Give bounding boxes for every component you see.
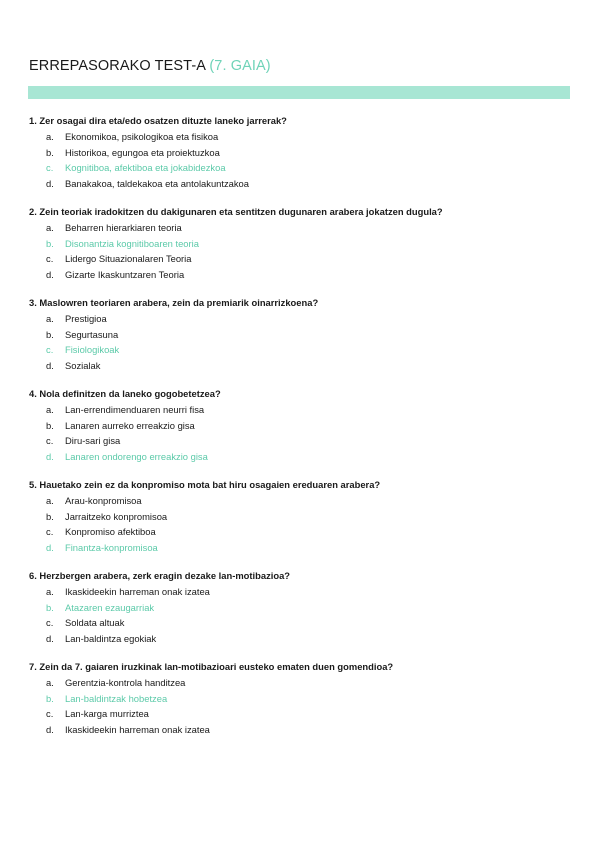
option-letter: b. bbox=[46, 419, 54, 431]
answer-option bbox=[29, 706, 574, 722]
option-text: Lanaren ondorengo erreakzio gisa bbox=[65, 450, 208, 462]
option-text: Ikaskideekin harreman onak izatea bbox=[65, 723, 210, 735]
answer-option bbox=[29, 220, 574, 236]
option-letter: d. bbox=[46, 177, 54, 189]
question-text: 3. Maslowren teoriaren arabera, zein da premiarik oinarrizkoena? bbox=[29, 297, 319, 308]
option-text: Disonantzia kognitiboaren teoria bbox=[65, 237, 199, 249]
answer-option-correct bbox=[29, 236, 574, 252]
page-title bbox=[29, 58, 271, 74]
option-letter: b. bbox=[46, 601, 54, 613]
answer-option bbox=[29, 433, 574, 449]
option-text: Lidergo Situazionalaren Teoria bbox=[65, 253, 192, 264]
option-text: Fisiologikoak bbox=[65, 344, 120, 355]
answer-option bbox=[29, 327, 574, 343]
option-letter: a. bbox=[46, 404, 54, 415]
option-text: Sozialak bbox=[65, 359, 101, 371]
answer-option bbox=[29, 129, 574, 145]
question-block bbox=[29, 114, 574, 191]
answer-options bbox=[29, 675, 574, 737]
option-letter: b. bbox=[46, 692, 54, 704]
option-text: Jarraitzeko konpromisoa bbox=[65, 510, 168, 522]
option-text: Lan-errendimenduaren neurri fisa bbox=[65, 404, 205, 415]
option-text: Ekonomikoa, psikologikoa eta fisikoa bbox=[65, 131, 219, 142]
option-letter: a. bbox=[46, 495, 54, 506]
answer-option-correct bbox=[29, 449, 574, 465]
option-text: Prestigioa bbox=[65, 313, 107, 324]
answer-option bbox=[29, 402, 574, 418]
option-letter: a. bbox=[46, 586, 54, 597]
option-text: Atazaren ezaugarriak bbox=[65, 601, 155, 613]
answer-option bbox=[29, 584, 574, 600]
option-text: Gerentzia-kontrola handitzea bbox=[65, 677, 186, 688]
option-letter: a. bbox=[46, 677, 54, 688]
answer-option bbox=[29, 631, 574, 647]
answer-option-correct bbox=[29, 691, 574, 707]
title-main: ERREPASORAKO TEST-A bbox=[29, 58, 206, 74]
answer-option bbox=[29, 615, 574, 631]
option-letter: d. bbox=[46, 268, 54, 280]
answer-option bbox=[29, 722, 574, 738]
option-letter: d. bbox=[46, 450, 54, 462]
option-letter: d. bbox=[46, 541, 54, 553]
option-text: Finantza-konpromisoa bbox=[65, 541, 158, 553]
option-letter: c. bbox=[46, 708, 54, 719]
answer-option-correct bbox=[29, 160, 574, 176]
answer-options bbox=[29, 493, 574, 555]
option-text: Banakakoa, taldekakoa eta antolakuntzakoa bbox=[65, 177, 249, 189]
answer-options bbox=[29, 402, 574, 464]
option-text: Historikoa, egungoa eta proiektuzkoa bbox=[65, 146, 220, 158]
option-text: Segurtasuna bbox=[65, 328, 119, 340]
option-text: Gizarte Ikaskuntzaren Teoria bbox=[65, 268, 185, 280]
option-letter: c. bbox=[46, 435, 54, 446]
option-text: Lan-baldintzak hobetzea bbox=[65, 692, 168, 704]
answer-option bbox=[29, 311, 574, 327]
question-block bbox=[29, 296, 574, 373]
question-text: 6. Herzbergen arabera, zerk eragin dezake lan-motibazioa? bbox=[29, 570, 291, 581]
option-letter: c. bbox=[46, 617, 54, 628]
answer-option bbox=[29, 145, 574, 161]
option-text: Beharren hierarkiaren teoria bbox=[65, 222, 182, 233]
option-letter: c. bbox=[46, 162, 54, 173]
answer-option bbox=[29, 251, 574, 267]
title-accent: (7. GAIA) bbox=[209, 58, 271, 74]
option-letter: b. bbox=[46, 237, 54, 249]
header-divider-band bbox=[28, 86, 570, 99]
option-letter: c. bbox=[46, 344, 54, 355]
answer-option bbox=[29, 176, 574, 192]
option-letter: b. bbox=[46, 328, 54, 340]
answer-option bbox=[29, 358, 574, 374]
answer-option bbox=[29, 675, 574, 691]
option-text: Lanaren aurreko erreakzio gisa bbox=[65, 419, 195, 431]
option-letter: d. bbox=[46, 723, 54, 735]
option-letter: b. bbox=[46, 146, 54, 158]
option-letter: d. bbox=[46, 359, 54, 371]
question-text: 2. Zein teoriak iradokitzen du dakigunaren eta sentitzen dugunaren arabera jokatzen dugula? bbox=[29, 206, 443, 217]
question-text: 7. Zein da 7. gaiaren iruzkinak lan-motibazioari eusteko ematen duen gomendioa? bbox=[29, 661, 394, 672]
question-block bbox=[29, 387, 574, 464]
option-letter: a. bbox=[46, 313, 54, 324]
answer-option-correct bbox=[29, 540, 574, 556]
answer-options bbox=[29, 129, 574, 191]
answer-option-correct bbox=[29, 600, 574, 616]
question-text: 1. Zer osagai dira eta/edo osatzen dituzte laneko jarrerak? bbox=[29, 115, 287, 126]
answer-options bbox=[29, 220, 574, 282]
answer-options bbox=[29, 584, 574, 646]
question-text: 5. Hauetako zein ez da konpromiso mota bat hiru osagaien ereduaren arabera? bbox=[29, 479, 381, 490]
option-letter: a. bbox=[46, 131, 54, 142]
option-letter: b. bbox=[46, 510, 54, 522]
answer-option bbox=[29, 418, 574, 434]
option-text: Lan-baldintza egokiak bbox=[65, 632, 157, 644]
answer-option bbox=[29, 524, 574, 540]
option-text: Soldata altuak bbox=[65, 617, 125, 628]
question-block bbox=[29, 660, 574, 737]
answer-option bbox=[29, 493, 574, 509]
answer-option bbox=[29, 267, 574, 283]
option-text: Ikaskideekin harreman onak izatea bbox=[65, 586, 210, 597]
question-text: 4. Nola definitzen da laneko gogobetetzea? bbox=[29, 388, 221, 399]
answer-option-correct bbox=[29, 342, 574, 358]
option-text: Arau-konpromisoa bbox=[65, 495, 142, 506]
option-text: Konpromiso afektiboa bbox=[65, 526, 156, 537]
question-block bbox=[29, 478, 574, 555]
answer-option bbox=[29, 509, 574, 525]
option-letter: c. bbox=[46, 526, 54, 537]
question-block bbox=[29, 569, 574, 646]
question-block bbox=[29, 205, 574, 282]
option-letter: a. bbox=[46, 222, 54, 233]
option-text: Kognitiboa, afektiboa eta jokabidezkoa bbox=[65, 162, 226, 173]
option-text: Lan-karga murriztea bbox=[65, 708, 149, 719]
answer-options bbox=[29, 311, 574, 373]
option-text: Diru-sari gisa bbox=[65, 435, 121, 446]
option-letter: c. bbox=[46, 253, 54, 264]
option-letter: d. bbox=[46, 632, 54, 644]
question-list bbox=[29, 114, 574, 751]
